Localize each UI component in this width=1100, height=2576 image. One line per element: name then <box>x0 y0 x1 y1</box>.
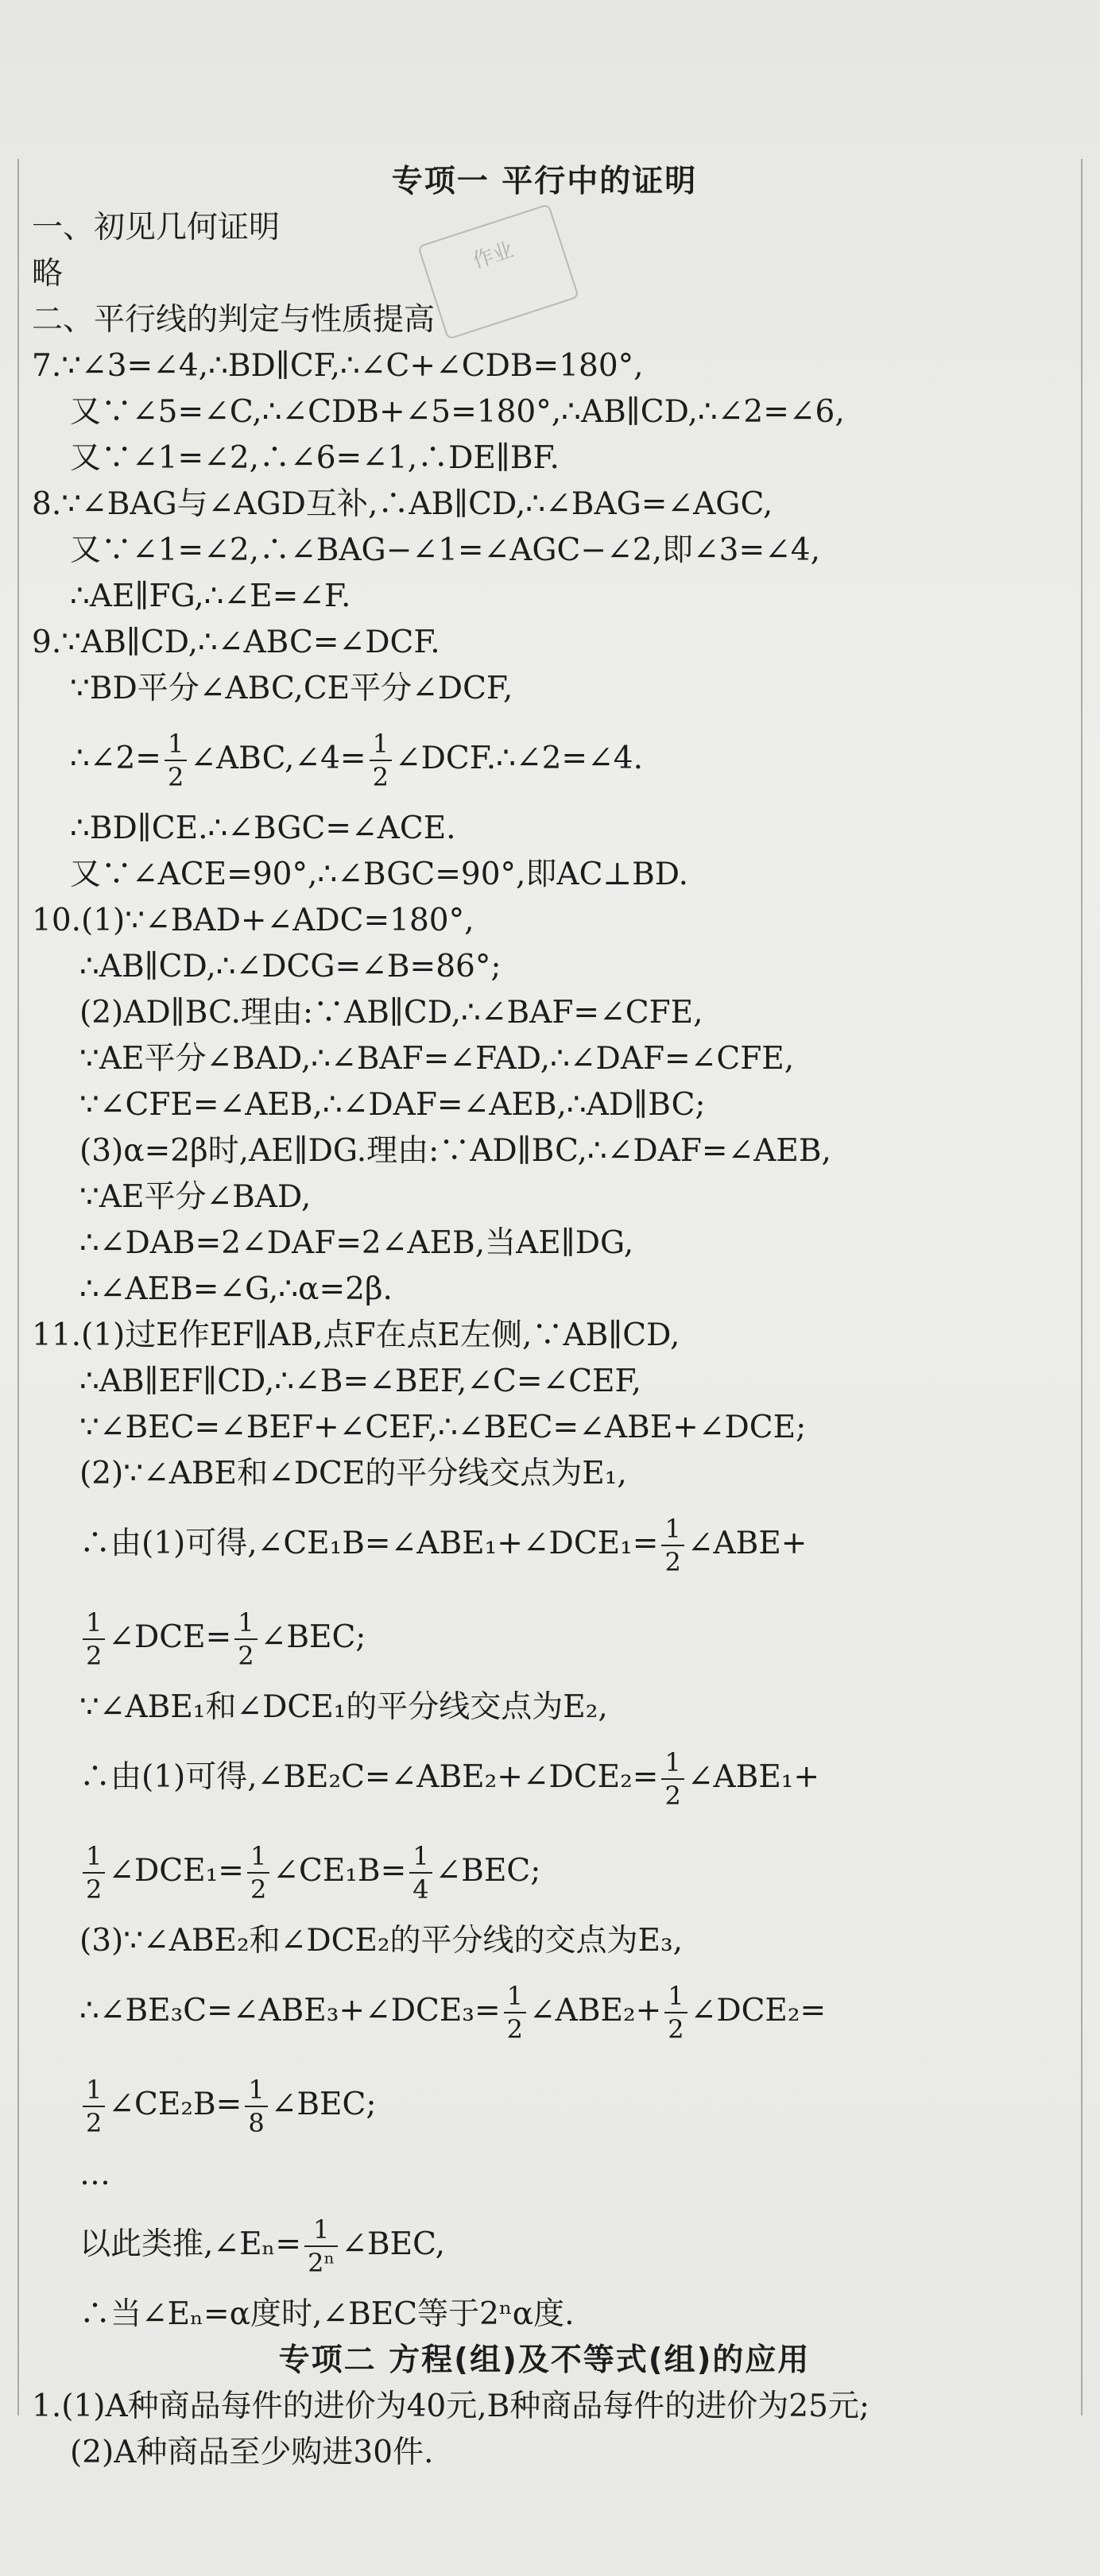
q10-line: ∵AE平分∠BAD, <box>79 1179 312 1215</box>
q9-line: 又∵∠ACE=90°,∴∠BGC=90°,即AC⊥BD. <box>70 857 689 892</box>
q9-line: ∴BD∥CE.∴∠BGC=∠ACE. <box>70 810 456 846</box>
p1-line: (2)A种商品至少购进30件. <box>70 2435 434 2470</box>
subsection-1: 一、初见几何证明 <box>32 210 281 246</box>
q11-fraction-line: ∴由(1)可得,∠BE₂C=∠ABE₂+∠DCE₂= $\frac{1}{2}$ ∠ABE₁+ <box>79 1747 820 1811</box>
left-margin-rule <box>17 159 19 2415</box>
q10-line: 10.(1)∵∠BAD+∠ADC=180°, <box>32 903 474 938</box>
subsection-2: 二、平行线的判定与性质提高 <box>32 302 436 338</box>
q11-line: (3)∵∠ABE₂和∠DCE₂的平分线的交点为E₃, <box>79 1923 684 1959</box>
right-margin-rule <box>1081 159 1083 2415</box>
p1-line: 1.(1)A种商品每件的进价为40元,B种商品每件的进价为25元; <box>32 2388 870 2424</box>
fraction-half: $\frac{1}{2}$ <box>370 728 392 793</box>
q7-line: 又∵∠5=∠C,∴∠CDB+∠5=180°,∴AB∥CD,∴∠2=∠6, <box>70 394 845 430</box>
q11-fraction-line: $\frac{1}{2}$ ∠DCE= $\frac{1}{2}$ ∠BEC; <box>32 1591 1057 1684</box>
q11-fraction-line: ∴由(1)可得,∠CE₁B=∠ABE₁+∠DCE₁= $\frac{1}{2}$ ∠ABE+ <box>79 1514 808 1577</box>
q11-fraction-line: $\frac{1}{2}$ ∠CE₂B= $\frac{1}{8}$ ∠BEC; <box>32 2058 1057 2152</box>
q11-line: … <box>79 2156 110 2192</box>
q11-line: ∵∠BEC=∠BEF+∠CEF,∴∠BEC=∠ABE+∠DCE; <box>79 1410 807 1445</box>
section-title-1: 专项一 平行中的证明 <box>391 164 698 199</box>
q11-line: ∴AB∥EF∥CD,∴∠B=∠BEF,∠C=∠CEF, <box>79 1363 641 1399</box>
q11-line: ∴当∠Eₙ=α度时,∠BEC等于2ⁿα度. <box>79 2296 575 2332</box>
q9-line: 9.∵AB∥CD,∴∠ABC=∠DCF. <box>32 625 440 660</box>
q11-fraction-line: ∴∠BE₃C=∠ABE₃+∠DCE₃= $\frac{1}{2}$ ∠ABE₂+ $\frac{1}{2}$ ∠DCE₂= <box>79 1981 827 2044</box>
q11-fraction-line: $\frac{1}{2}$ ∠DCE₁= $\frac{1}{2}$ ∠CE₁B= $\frac{1}{4}$ ∠BEC; <box>32 1824 1057 1918</box>
q11-line: (2)∵∠ABE和∠DCE的平分线交点为E₁, <box>79 1456 627 1491</box>
subsection-1-body: 略 <box>32 256 64 292</box>
q10-line: ∴AB∥CD,∴∠DCG=∠B=86°; <box>79 949 502 984</box>
q11-line: ∵∠ABE₁和∠DCE₁的平分线交点为E₂, <box>79 1689 608 1725</box>
q7-line: 7.∵∠3=∠4,∴BD∥CF,∴∠C+∠CDB=180°, <box>32 348 644 384</box>
q11-fraction-line: 以此类推,∠Eₙ= $\frac{1}{\text{2ⁿ}}$ ∠BEC, <box>79 2214 445 2278</box>
q10-line: ∴∠DAB=2∠DAF=2∠AEB,当AE∥DG, <box>79 1225 634 1261</box>
q9-line: ∵BD平分∠ABC,CE平分∠DCF, <box>70 671 513 706</box>
q8-line: 8.∵∠BAG与∠AGD互补,∴AB∥CD,∴∠BAG=∠AGC, <box>32 486 773 522</box>
q10-line: (3)α=2β时,AE∥DG.理由:∵AD∥BC,∴∠DAF=∠AEB, <box>79 1133 831 1169</box>
fraction-half: $\frac{1}{2}$ <box>165 728 187 793</box>
section-title-2: 专项二 方程(组)及不等式(组)的应用 <box>278 2342 811 2378</box>
q10-line: ∵AE平分∠BAD,∴∠BAF=∠FAD,∴∠DAF=∠CFE, <box>79 1041 795 1077</box>
q10-line: ∴∠AEB=∠G,∴α=2β. <box>79 1271 393 1307</box>
answer-content <box>32 159 1057 2476</box>
q8-line: ∴AE∥FG,∴∠E=∠F. <box>70 578 351 614</box>
q8-line: 又∵∠1=∠2,∴∠BAG−∠1=∠AGC−∠2,即∠3=∠4, <box>70 532 821 568</box>
q9-fraction-line: ∴∠2= $\frac{1}{2}$ ∠ABC,∠4= $\frac{1}{2}$ ∠DCF.∴∠2=∠4. <box>70 729 643 792</box>
q10-line: (2)AD∥BC.理由:∵AB∥CD,∴∠BAF=∠CFE, <box>79 995 703 1031</box>
watermark-stamp: 作业 <box>417 203 579 340</box>
q11-line: 11.(1)过E作EF∥AB,点F在点E左侧,∵AB∥CD, <box>32 1317 680 1353</box>
q7-line: 又∵∠1=∠2,∴∠6=∠1,∴DE∥BF. <box>70 440 560 476</box>
q10-line: ∵∠CFE=∠AEB,∴∠DAF=∠AEB,∴AD∥BC; <box>79 1087 706 1123</box>
